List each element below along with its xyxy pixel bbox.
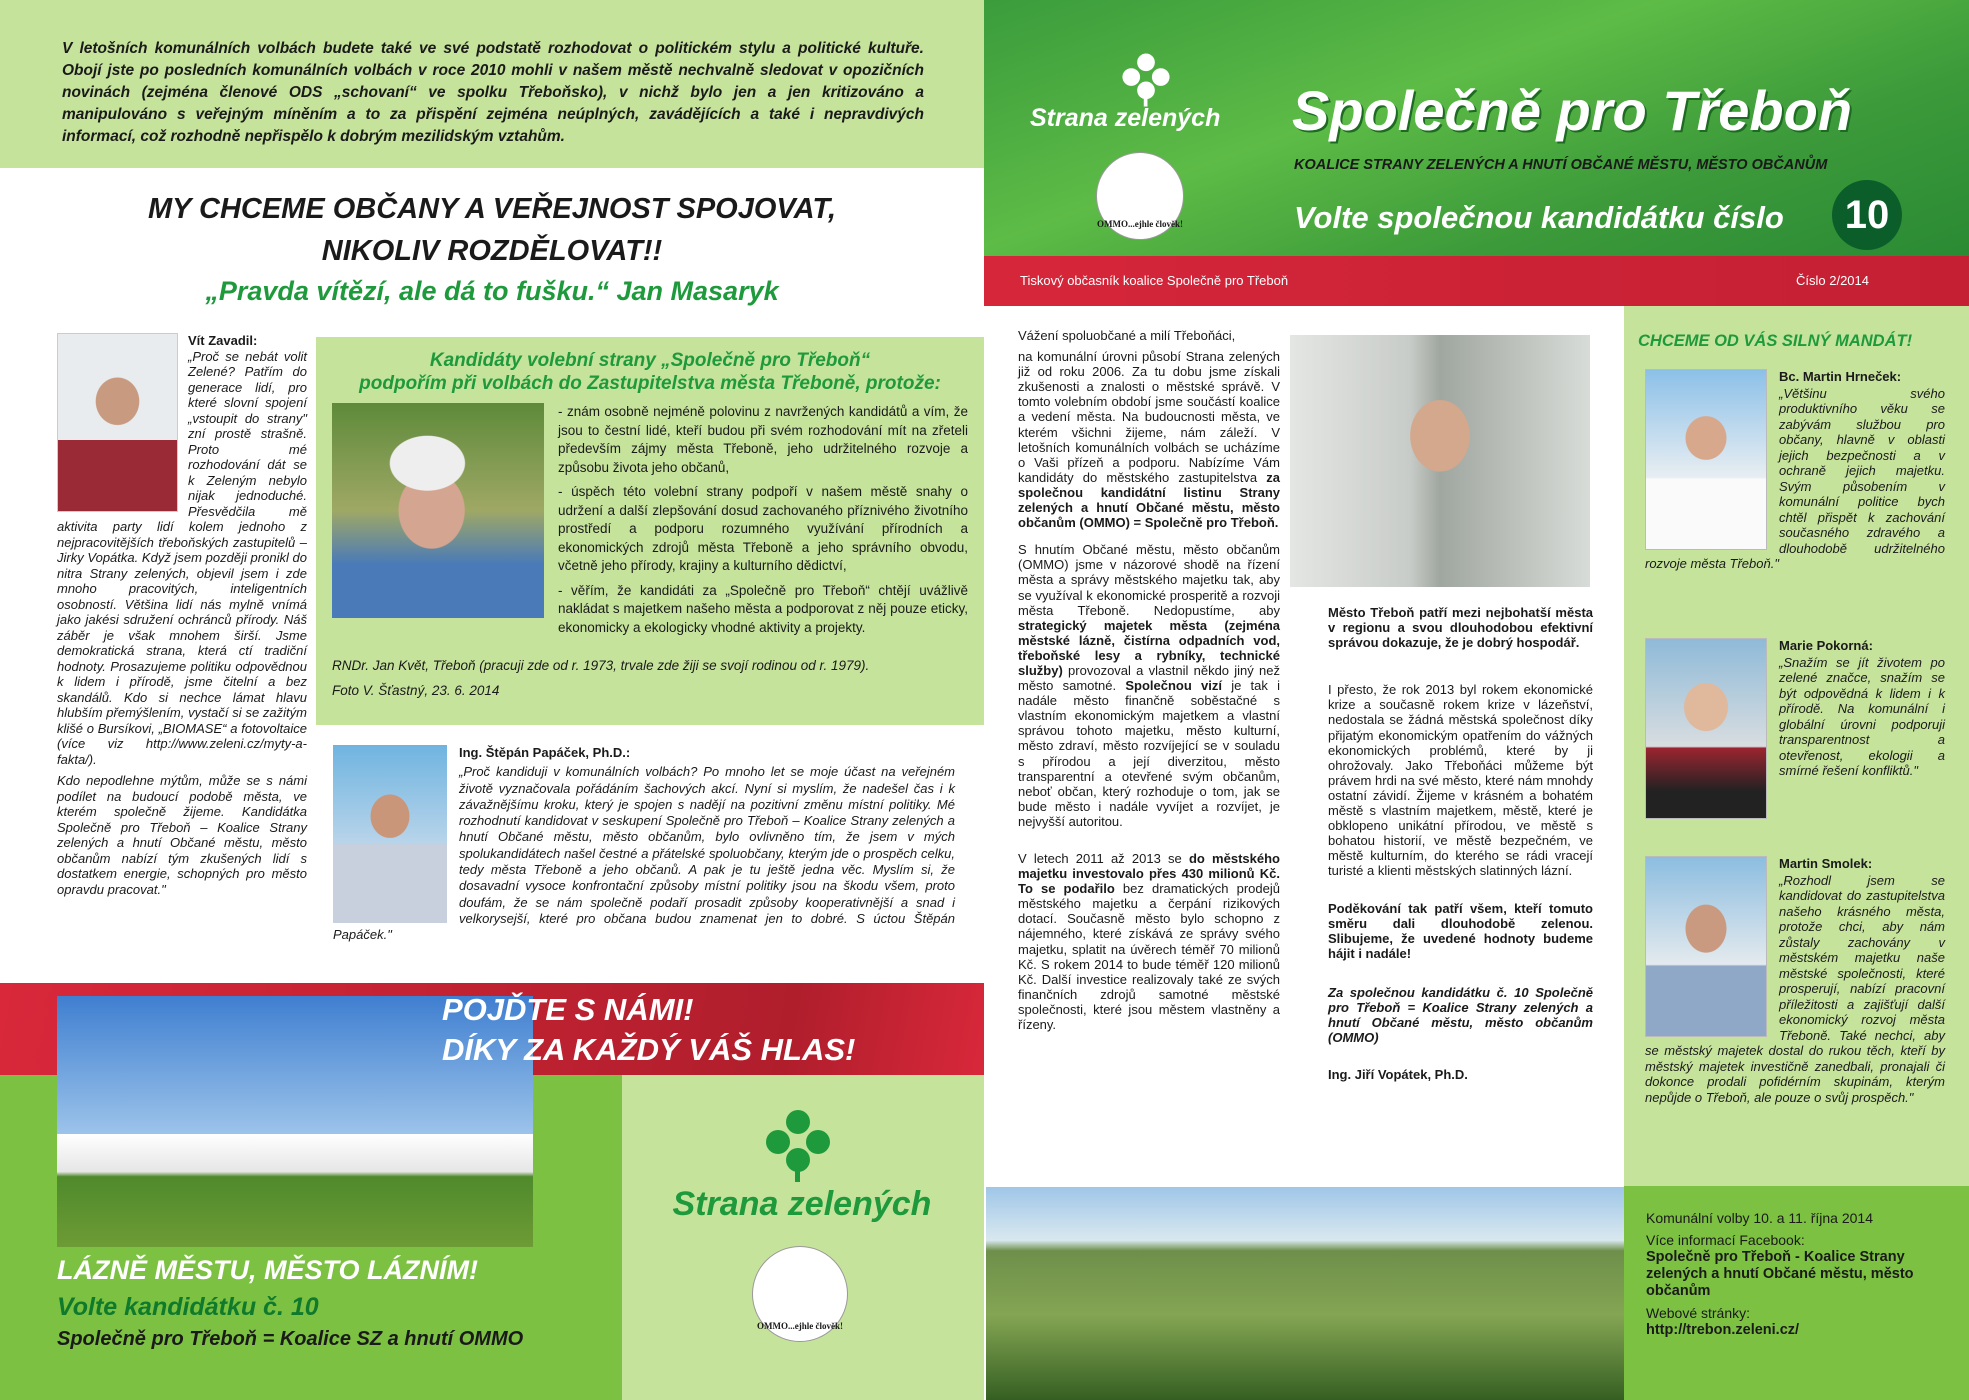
candidate-smolek [1645, 856, 1945, 1105]
headline-line-2: NIKOLIV ROZDĚLOVAT!! [321, 235, 663, 267]
facebook-label: Více informací Facebook: [1646, 1232, 1805, 1248]
author: Ing. Jiří Vopátek, Ph.D. [1328, 1067, 1468, 1083]
candidate-photo [1645, 369, 1767, 550]
sidebar-title: CHCEME OD VÁS SILNÝ MANDÁT! [1638, 332, 1913, 350]
ommo-logo: OMMO...ejhle člověk! [752, 1246, 848, 1342]
vit-zavadil-statement [57, 333, 307, 903]
article-paragraph [1018, 349, 1280, 530]
call-to-action [442, 990, 855, 1070]
papacek-statement [333, 745, 955, 950]
motto: „Pravda vítězí, ale dá to fušku.“ Jan Masaryk [205, 276, 779, 306]
papacek-photo [333, 745, 447, 923]
candidate-hrnecek [1645, 369, 1945, 572]
reason: - znám osobně nejméně polovinu z navržených kandidátů a vím, že jsou to čestní lidé, kteří budou při svém rozhodování mít na zřeteli především zájmy města Třeboně, jeho udržitelného rozvoje a způsobu života jeho občanů, [558, 404, 968, 475]
article-paragraph-bold: Město Třeboň patří mezi nejbohatší města v regionu a svou dlouhodobou efektivní správou dokazuje, že je dobrý hospodář. [1328, 605, 1593, 651]
statement-paragraph: Kdo nepodlehne mýtům, může se s námi podílet na budoucí podobě města, ve kterém společně žijeme. Kandidátka Společně pro Třeboň – Koalice Strany zelených a hnutí Občané městu, město občanům nabízí tým zkušených lidí s dostatkem energie, schopných pro město opravdu pracovat." [57, 773, 307, 897]
candidate-quote: „Většinu svého produktivního věku se zabývám službou pro občany, hlavně v oblasti jejich bezpečnosti a v ochraně jejich majetku. Svým působením v komunální politice bych chtěl přispět k zachování současného zdravého a dlouhodobě udržitelného rozvoje města Třeboň." [1645, 385, 1945, 571]
article-column-1 [1018, 328, 1280, 1038]
vit-zavadil-photo [57, 333, 178, 512]
text-bold: strategický majetek města (zejména městské lázně, čistírna odpadních vod, třeboňské lesy a rybníky, technické služby) [1018, 617, 1280, 678]
article-paragraph [1018, 851, 1280, 1032]
newsletter-subtitle: KOALICE STRANY ZELENÝCH A HNUTÍ OBČANÉ MĚSTU, MĚSTO OBČANŮM [1294, 157, 1828, 173]
coalition-line: Společně pro Třeboň = Koalice SZ a hnutí OMMO [57, 1328, 524, 1350]
closing-paragraph: Za společnou kandidátku č. 10 Společně pro Třeboň = Koalice Strany zelených a hnutí Občané městu, město občanům (OMMO) [1328, 984, 1593, 1046]
article-column-2 [1328, 605, 1593, 1088]
text-bold: do městského majetku investovalo přes 430 milionů Kč. To se podařilo [1018, 851, 1280, 897]
ommo-logo: OMMO...ejhle člověk! [1096, 152, 1184, 240]
facebook-page[interactable]: Společně pro Třeboň - Koalice Strany zelených a hnutí Občané městu, město občanům [1646, 1249, 1914, 1299]
jiri-vopatek-photo [1290, 335, 1590, 587]
clover-icon [762, 1108, 834, 1184]
candidate-name: Marie Pokorná: [1779, 638, 1873, 653]
greeting: Vážení spoluobčané a milí Třeboňáci, [1018, 328, 1236, 343]
text: na komunální úrovni působí Strana zelených již od roku 2006. Za tu dobu jsme získali zkušenosti a znalosti o městské správě. V tomto volebním období jsme součástí koalice a vedení města. Na budoucnosti města, ve kterém všichni žijeme, nám záleží. V letošních komunálních volbách se ucházíme o Vaši přízeň a podporu. Nabízíme Vám kandidáty do městského zastupitelstva [1018, 349, 1280, 485]
vote-banner: Volte společnou kandidátku číslo [1294, 200, 1784, 235]
text: provozoval a vlastnil někdo jiný než město samotné. [1018, 662, 1280, 694]
jan-kvet-endorsement [316, 337, 984, 725]
web-label: Webové stránky: [1646, 1305, 1751, 1321]
text: bez dramatických prodejů městského majetku a čerpání rizikových dotací. Současně město bylo schopno z nájemného, které získává ze správy svého majetku, splatit na úvěrech téměř 70 milionů Kč. S rokem 2014 to bude téměř 120 milionů Kč. Další investice realizovaly také ze svých finančních zdrojů samotné městské společnosti, které jsou městem vlastněny a řízeny. [1018, 881, 1280, 1033]
candidate-name: Bc. Martin Hrneček: [1779, 369, 1902, 384]
clover-icon [1116, 52, 1176, 108]
party-logo-text: Strana zelených [1030, 104, 1221, 132]
web-link[interactable]: http://trebon.zeleni.cz/ [1646, 1322, 1800, 1338]
issue-number: Číslo 2/2014 [1796, 273, 1869, 288]
candidate-photo [1645, 856, 1767, 1037]
thanks-paragraph: Poděkování tak patří všem, kteří tomuto směru dali dlouhodobě zelenou. Slibujeme, že uvedené hodnoty budeme hájit i nadále! [1328, 900, 1593, 961]
reason: - úspěch této volební strany podpoří v našem městě snahy o udržení a další zlepšování dosud zachovaného příznivého životního prostředí a podporu rozumného využívání přírodních a ekonomických zdrojů města Třeboně a jeho správního obvodu, včetně jeho přírody, krajiny a kulturního dědictví, [558, 484, 968, 573]
signature: RNDr. Jan Květ, Třeboň (pracuji zde od r. 1973, trvale zde žiji se svojí rodinou od r. 1979). [332, 658, 870, 673]
newsletter-title: Společně pro Třeboň [1292, 79, 1853, 142]
text: je tak i nadále město finančně soběstačné s vlastním ekonomickým majetkem a vlastní správou tohoto majetku, město kulturní, město zdraví, město rozvíjející se v souladu s přírodou a její diverzitou, město transparentní a otevřené svým občanům, neboť občan, který rozhoduje o tom, jak se bude město i nadále vyvíjet a rozvíjet, je nejvyšší autoritou. [1018, 678, 1280, 829]
headline [0, 188, 984, 272]
intro-text: V letošních komunálních volbách budete také ve své podstatě rozhodovat o politickém stylu a politické kultuře. Obojí jste po posledních komunálních volbách v roce 2010 mohli v našem městě nechvalně sledovat v opozičních novinách (zejména členové ODS „schovaní“ ve spolku Třeboňsko), v nichž bylo jen a jen kritizováno a manipulováno s veřejným míněním a to za přispění zejména neúplných, zavádějících a také i nepravdivých informací, což rozhodně nepřispělo k dobrým mezilidským vztahům. [0, 0, 984, 168]
election-dates: Komunální volby 10. a 11. října 2014 [1646, 1210, 1874, 1226]
endorsement-title [332, 349, 968, 395]
cta-line: DÍKY ZA KAŽDÝ VÁŠ HLAS! [442, 1032, 856, 1067]
newsletter-band: Tiskový občasník koalice Společně pro Třeboň [984, 256, 1969, 306]
candidate-quote: „Rozhodl jsem se kandidovat do zastupitelstva našeho krásného města, protože chci, aby nám zůstaly zachovány v městském majetku naše městské společnosti, které prosperují, nabízí pracovní příležitosti a zajišťují další ekonomický rozvoj města Třeboně. Také nechci, aby se městský majetek dostal do rukou těch, kteří by městský majetek investičně zanedbali, pronajali či dokonce prodali pofidérním skupinám, kterým nepůjde o Třeboň, ale pouze o svůj prospěch." [1645, 872, 1945, 1105]
article-paragraph [1018, 542, 1280, 829]
contact-info [1624, 1186, 1969, 1400]
title-line: podpořím při volbách do Zastupitelstva města Třeboně, protože: [359, 373, 941, 394]
party-logo-text: Strana zelených [672, 1185, 932, 1223]
cta-line: POJĎTE S NÁMI! [442, 992, 694, 1027]
reason: - věřím, že kandidáti za „Společně pro Třeboň“ chtějí uvážlivě nakládat s majetkem našeho města a podporovat z něj pouze eticky, ekonomicky a ekologicky vhodné aktivity a projekty. [558, 582, 968, 635]
photo-credit: Foto V. Šťastný, 23. 6. 2014 [332, 682, 500, 698]
candidate-name: Vít Zavadil: [188, 333, 258, 348]
candidate-name: Martin Smolek: [1779, 856, 1873, 871]
jan-kvet-photo [332, 403, 544, 618]
vote-slogan: Volte kandidátku č. 10 [57, 1293, 319, 1321]
spa-slogan: LÁZNĚ MĚSTU, MĚSTO LÁZNÍM! [57, 1255, 478, 1285]
headline-line-1: MY CHCEME OBČANY A VEŘEJNOST SPOJOVAT, [147, 193, 837, 225]
text-bold: Společnou vizí [1125, 678, 1222, 694]
article-paragraph: I přesto, že rok 2013 byl rokem ekonomické krize a současně rokem krize v lázeňství, nedostala se žádná městská společnost díky přijatým ekonomickým opatřením do vážných ekonomických problémů, které by ji ohrožovaly. Jako Třeboňáci můžeme být právem hrdi na své město, které nám mnohdy ostatní závidí. Žijeme v krásném a bohatém městě s vlastním majetkem, městě, které je obklopeno unikátní přírodou, ve městě s bohatou historií, ve městě bezpečném, ve městě kulturním, do kterého se rádi vracejí turisté a klienti městských slatinných lázní. [1328, 682, 1593, 879]
candidate-quote: „Snažím se jít životem po zelené značce, snažím se být odpovědná k lidem i k přírodě. Na komunální i globální úrovni podporuji transparentnost a otevřenost, ekologii a smírné řešení konfliktů." [1779, 654, 1945, 778]
landscape-photo [986, 1187, 1624, 1400]
text: S hnutím Občané městu, město občanům (OMMO) jsme v názorové shodě na řízení města a správy městského majetku tak, aby se využíval k ekonomické prosperitě a rozvoji města Třeboně. Nedopustíme, aby [1018, 542, 1280, 618]
title-line: Kandidáty volební strany „Společně pro Třeboň“ [429, 350, 871, 371]
statement-paragraph: „Proč kandiduji v komunálních volbách? Po mnoho let se moje účast na veřejném životě vyznačovala pořádáním šachových akcí. Nyní si myslím, že nadešel čas i k závažnějšímu kroku, který je spojen s nadějí na pozitivní změnu místní politiky. Mé rozhodnutí kandidovat v seskupení Společně pro Třeboň – Koalice Strany zelených a hnutí Občané městu, město občanům, bylo ovlivněno tím, že jsem v mých spolukandidátech našel čestné a přátelské spoluobčany, kterým jde o prospěch celku, tedy města Třeboně a jeho občanů. A pak je tu ještě jedna věc. Myslím si, že dosavadní vysoce konfrontační způsoby místní politiky jsou na škodu všem, proto doufám, že se nám společně podaří prosadit způsoby kooperativnější a snad i velkorysejší, které pro občana budou znamenat jen to dobré. S úctou Štěpán Papáček." [333, 764, 955, 943]
text-bold: za společnou kandidátní listinu Strany zelených a hnutí Občané městu, město občanům (OMMO) = Společně pro Třeboň. [1018, 469, 1280, 531]
text: V letech 2011 až 2013 se [1018, 851, 1182, 866]
list-number-badge: 10 [1832, 180, 1902, 250]
candidate-pokorna [1645, 638, 1945, 821]
statement-paragraph: „Proč se nebát volit Zelené? Patřím do generace lidí, pro které slovní spojení „vstoupit do strany" zní prostě strašně. Proto mé rozhodování dát se k Zeleným nebylo nijak jednoduché. Přesvědčila mě aktivita party lidí kolem jednoho z nejpracovitějších třeboňských zastupitelů – Jirky Vopátka. Když jsem později pronikl do nitra Strany zelených, objevil jsem i zde mnoho pracovitých, inteligentních osobností. Většina lidí nás mylně vnímá jako jakési sdružení ochránců přírody. Náš záběr je však mnohem širší. Jsme demokratická strana, která ctí tradiční hodnoty. Prosazujeme politiku odpovědnou k lidem i přírodě, jsme čitelní a bez skandálů. Kdo si nechce lámat hlavu hlubším přemýšlením, vystačí si se zažitým klišé o Bursíkovi, „BIOMASE“ a fotovoltaice (více viz http://www.zeleni.cz/myty-a-fakta/). [57, 348, 307, 767]
candidate-name: Ing. Štěpán Papáček, Ph.D.: [459, 745, 631, 760]
candidate-photo [1645, 638, 1767, 819]
